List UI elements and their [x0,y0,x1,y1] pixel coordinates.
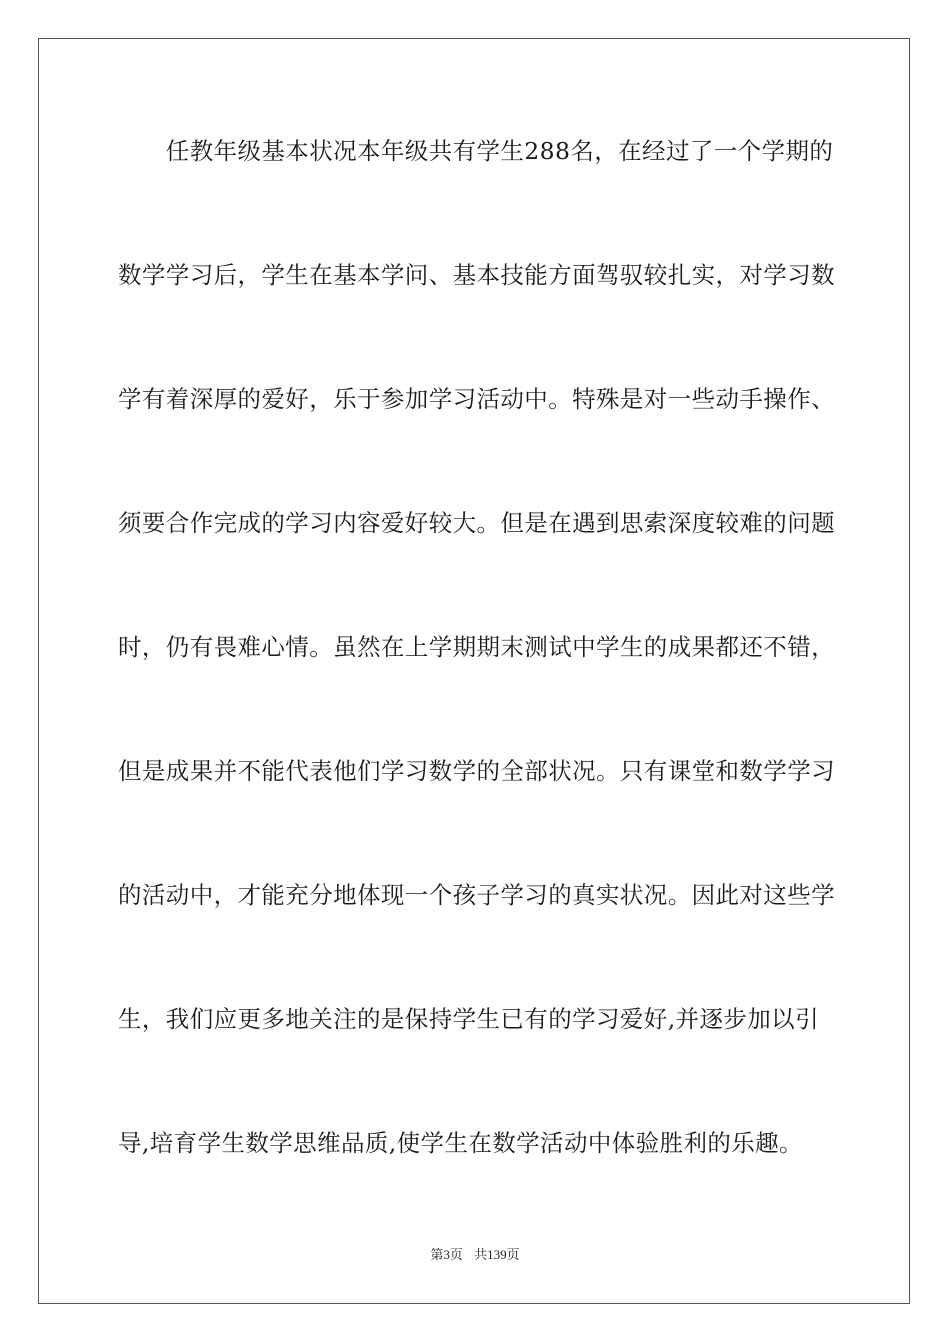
text-line: 须要合作完成的学习内容爱好较大。但是在遇到思索深度较难的问题 [118,509,835,537]
page-total: 共139页 [474,1247,520,1262]
page-border [38,38,910,1304]
page-footer [0,1244,950,1263]
text-line: 数学学习后，学生在基本学问、基本技能方面驾驭较扎实，对学习数 [118,261,835,289]
text-line: 的活动中，才能充分地体现一个孩子学习的真实状况。因此对这些学 [118,881,835,909]
text-line: 时，仍有畏难心情。虽然在上学期期末测试中学生的成果都还不错， [118,633,835,661]
text-line: 导,培育学生数学思维品质,使学生在数学活动中体验胜利的乐趣。 [118,1129,803,1157]
page-number: 第3页 [430,1247,463,1262]
text-line: 生，我们应更多地关注的是保持学生已有的学习爱好,并逐步加以引 [118,1005,819,1033]
text-line: 任教年级基本状况本年级共有学生288名，在经过了一个学期的 [118,137,834,165]
text-line: 但是成果并不能代表他们学习数学的全部状况。只有课堂和数学学习 [118,757,835,785]
text-line: 学有着深厚的爱好，乐于参加学习活动中。特殊是对一些动手操作、 [118,385,835,413]
